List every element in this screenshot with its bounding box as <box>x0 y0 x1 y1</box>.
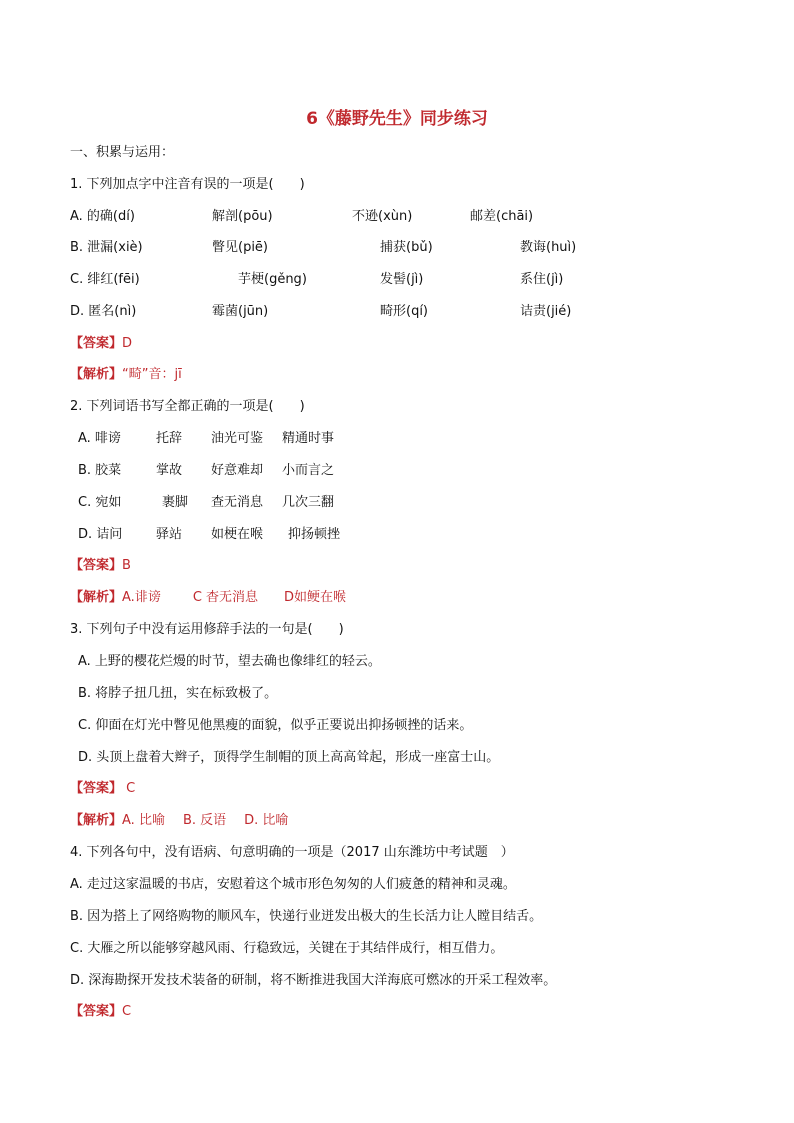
answer-tag: 【答案】 <box>70 1004 123 1019</box>
q2-option: 查无消息 <box>211 495 264 510</box>
q2-option: 掌故 <box>156 463 183 478</box>
analysis-item: A.诽谤 <box>122 590 161 605</box>
q1-option: 教诲(huì) <box>520 240 577 255</box>
q1-option: C. 绯红(fēi) <box>70 272 140 287</box>
q2-answer <box>70 555 131 577</box>
q3-option: C. 仰面在灯光中瞥见他黑瘦的面貌，似乎正要说出抑扬顿挫的话来。 <box>78 718 473 733</box>
q3-option: B. 将脖子扭几扭，实在标致极了。 <box>78 686 278 701</box>
analysis-tag: 【解析】 <box>70 813 123 828</box>
q1-option: B. 泄漏(xiè) <box>70 240 143 255</box>
q1-option-row <box>70 237 630 259</box>
q1-option: A. 的确(dí) <box>70 209 135 224</box>
analysis-item: C 杳无消息 <box>192 590 259 605</box>
q3-answer <box>70 778 135 800</box>
q1-option: 发髻(jì) <box>380 272 424 287</box>
q3-stem: 3. 下列句子中没有运用修辞手法的一句是( ) <box>70 622 344 637</box>
q1-option: 畸形(qí) <box>380 304 429 319</box>
q4-option: B. 因为搭上了网络购物的顺风车，快递行业迸发出极大的生长活力让人瞠目结舌。 <box>70 909 543 924</box>
q1-option: 不逊(xùn) <box>352 209 413 224</box>
q4-answer <box>70 1001 131 1023</box>
q1-option: 系住(jì) <box>520 272 564 287</box>
q2-stem: 2. 下列词语书写全都正确的一项是( ) <box>70 399 305 414</box>
q2-option: C. 宛如 <box>78 495 122 510</box>
q2-option: 如梗在喉 <box>211 527 264 542</box>
answer-value: D <box>122 336 133 351</box>
answer-tag: 【答案】 <box>70 558 123 573</box>
q2-option-row <box>78 460 398 482</box>
q1-option: 邮差(chāi) <box>470 209 534 224</box>
q1-option-row <box>70 301 630 323</box>
q4-option: C. 大雁之所以能够穿越风雨、行稳致远，关键在于其结伴成行，相互借力。 <box>70 941 504 956</box>
analysis-item: B. 反语 <box>182 813 227 828</box>
q2-option-row <box>78 428 398 450</box>
analysis-tag: 【解析】 <box>70 590 123 605</box>
q2-option: D. 诘问 <box>78 527 123 542</box>
q2-option: 驿站 <box>156 527 183 542</box>
q3-option: A. 上野的樱花烂熳的时节，望去确也像绯红的轻云。 <box>78 654 381 669</box>
section-heading: 一、积累与运用： <box>70 145 175 160</box>
q1-analysis <box>70 364 182 386</box>
analysis-text: “畸”音：jī <box>122 367 182 382</box>
q2-option: 好意难却 <box>211 463 264 478</box>
q1-option: 捕获(bǔ) <box>380 240 433 255</box>
q2-option: 油光可鉴 <box>211 431 264 446</box>
q1-answer <box>70 333 132 355</box>
q4-option: A. 走过这家温暖的书店，安慰着这个城市形色匆匆的人们疲惫的精神和灵魂。 <box>70 877 516 892</box>
q3-option: D. 头顶上盘着大辫子，顶得学生制帽的顶上高高耸起，形成一座富士山。 <box>78 750 500 765</box>
q2-option-row <box>78 492 398 514</box>
q1-stem: 1. 下列加点字中注音有误的一项是( ) <box>70 177 305 192</box>
q2-option: 小而言之 <box>282 463 335 478</box>
q2-option: A. 啡谤 <box>78 431 121 446</box>
q1-option-row <box>70 206 630 228</box>
answer-value: B <box>122 558 131 573</box>
q4-option: D. 深海勘探开发技术装备的研制，将不断推进我国大洋海底可燃冰的开采工程效率。 <box>70 973 557 988</box>
answer-value: C <box>122 781 136 796</box>
q2-option: B. 胶菜 <box>78 463 122 478</box>
q3-analysis <box>70 810 288 832</box>
q1-option: 瞥见(piē) <box>212 240 269 255</box>
analysis-item: D. 比喻 <box>244 813 289 828</box>
q2-option: 几次三翻 <box>282 495 335 510</box>
analysis-tag: 【解析】 <box>70 367 123 382</box>
page-title: 6《藤野先生》同步练习 <box>306 109 488 129</box>
answer-tag: 【答案】 <box>70 336 123 351</box>
analysis-item: D如鲠在喉 <box>284 590 347 605</box>
q2-option: 精通时事 <box>282 431 335 446</box>
analysis-item: A. 比喻 <box>122 813 165 828</box>
answer-value: C <box>122 1004 132 1019</box>
q1-option: 霉菌(jūn) <box>212 304 269 319</box>
answer-tag: 【答案】 <box>70 781 123 796</box>
q2-option: 抑扬顿挫 <box>288 527 341 542</box>
q2-option: 托辞 <box>156 431 183 446</box>
q1-option: D. 匿名(nì) <box>70 304 137 319</box>
q2-analysis <box>70 587 346 609</box>
q1-option: 诘责(jié) <box>520 304 572 319</box>
q1-option: 解剖(pōu) <box>212 209 273 224</box>
q4-stem: 4. 下列各句中，没有语病、句意明确的一项是（2017 山东潍坊中考试题 ） <box>70 845 514 860</box>
q1-option: 芋梗(gěng) <box>238 272 307 287</box>
q2-option: 裹脚 <box>162 495 189 510</box>
q1-option-row <box>70 269 630 291</box>
q2-option-row <box>78 524 398 546</box>
